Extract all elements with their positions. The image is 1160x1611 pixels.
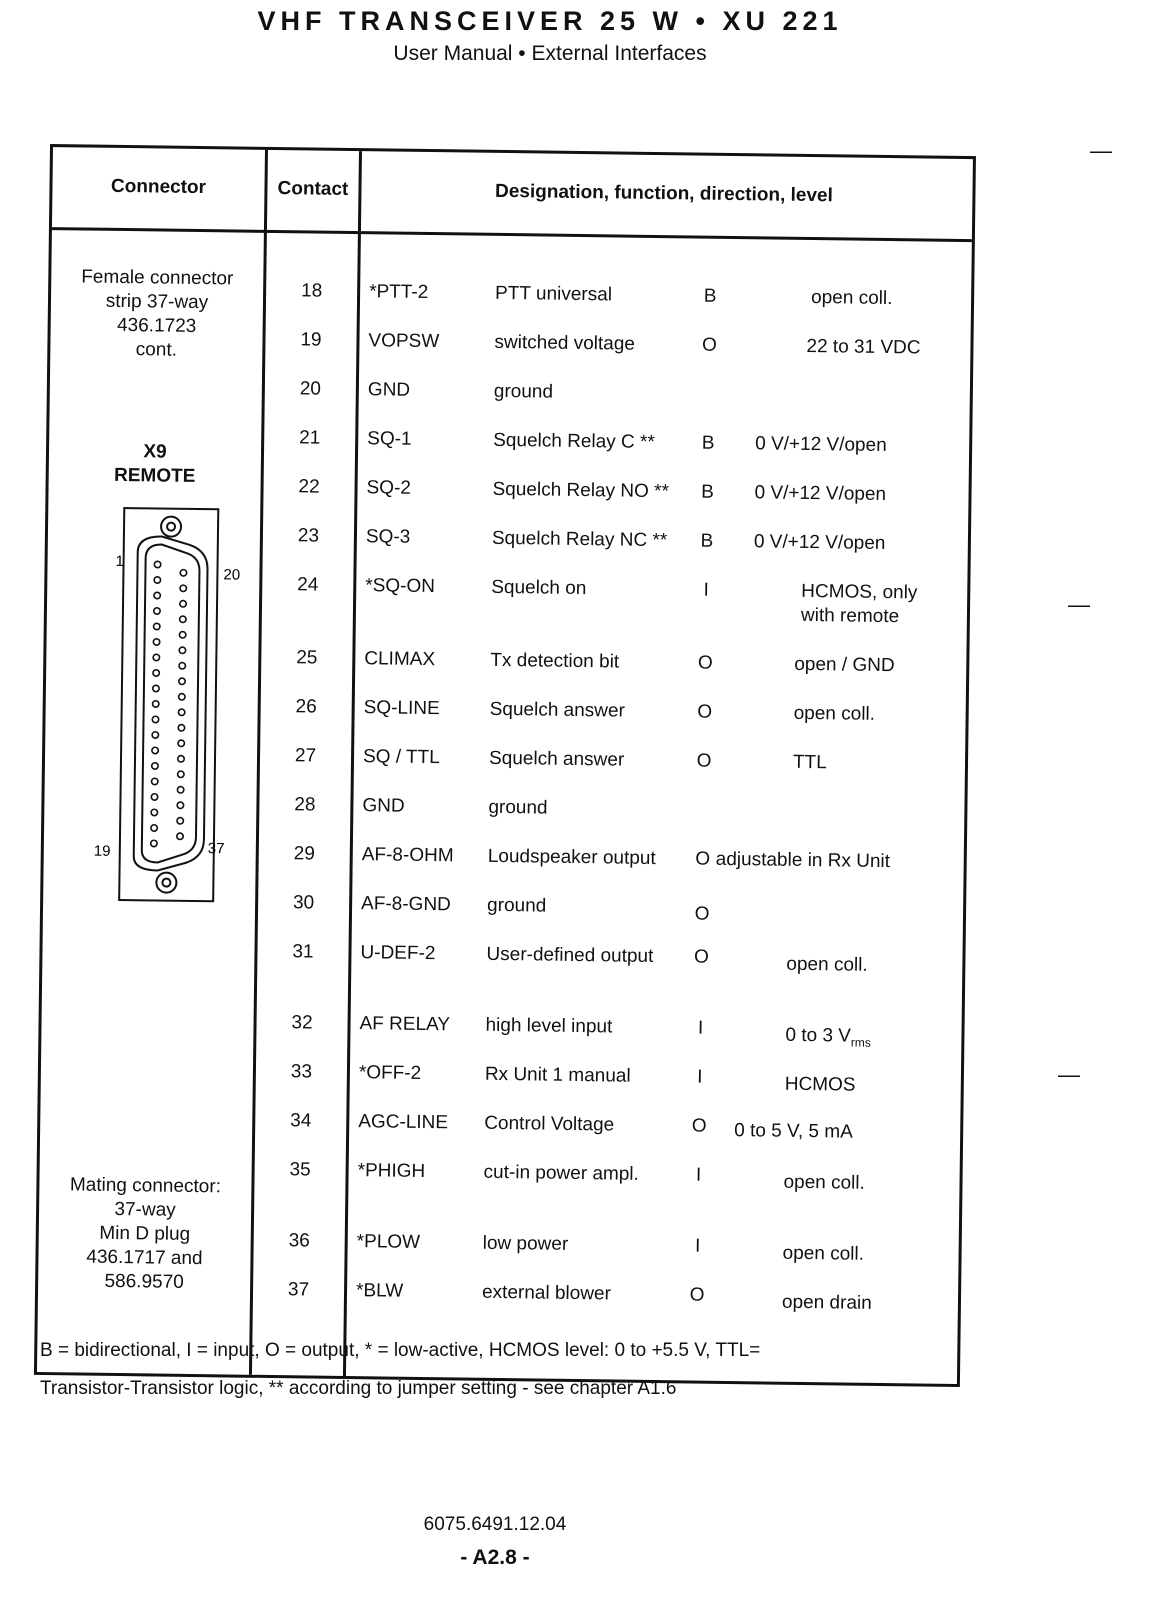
signal-name: CLIMAX bbox=[364, 648, 436, 671]
pin-assignment-table bbox=[34, 144, 976, 1387]
contact-number: 29 bbox=[293, 843, 315, 865]
signal-function: ground bbox=[493, 380, 554, 403]
signal-direction: I bbox=[703, 579, 710, 601]
page-number: - A2.8 - bbox=[460, 1546, 530, 1569]
signal-direction: O bbox=[689, 1284, 705, 1306]
header-divider bbox=[52, 227, 972, 242]
page-title: VHF TRANSCEIVER 25 W • XU 221 bbox=[257, 6, 843, 36]
signal-name: AF-8-GND bbox=[360, 893, 451, 916]
signal-name: SQ-3 bbox=[365, 526, 411, 548]
pin-label: 37 bbox=[207, 840, 225, 858]
contact-number: 18 bbox=[300, 280, 323, 302]
contact-number: 25 bbox=[296, 647, 318, 669]
signal-name: SQ-LINE bbox=[363, 697, 440, 720]
contact-number: 35 bbox=[289, 1159, 311, 1181]
signal-direction: O bbox=[697, 652, 713, 674]
contact-number: 20 bbox=[299, 378, 322, 400]
signal-name: U-DEF-2 bbox=[360, 942, 436, 965]
table-row bbox=[47, 571, 968, 655]
contact-number: 30 bbox=[292, 892, 315, 914]
signal-level: adjustable in Rx Unit bbox=[715, 848, 891, 873]
signal-level: 0 V/+12 V/open bbox=[755, 433, 887, 457]
signal-level-cont: with remote bbox=[800, 604, 900, 628]
contact-number: 26 bbox=[295, 696, 317, 718]
signal-function: Control Voltage bbox=[484, 1112, 615, 1136]
signal-level: HCMOS bbox=[784, 1073, 856, 1096]
signal-direction: I bbox=[697, 1017, 704, 1039]
signal-function: PTT universal bbox=[494, 282, 613, 306]
signal-level: 0 V/+12 V/open bbox=[754, 482, 887, 506]
signal-function: ground bbox=[486, 894, 547, 917]
signal-level: 0 V/+12 V/open bbox=[753, 531, 886, 554]
signal-function: User-defined output bbox=[486, 943, 654, 967]
signal-function: Rx Unit 1 manual bbox=[484, 1063, 631, 1087]
signal-level: open coll. bbox=[793, 702, 876, 725]
connector-line: cont. bbox=[135, 339, 178, 361]
header-connector: Connector bbox=[110, 175, 207, 199]
connector-id: X9 bbox=[143, 441, 167, 463]
contact-number: 37 bbox=[287, 1279, 310, 1301]
signal-level: open coll. bbox=[786, 953, 868, 976]
signal-level: HCMOS, only bbox=[801, 580, 918, 604]
signal-function: Squelch on bbox=[491, 576, 587, 600]
signal-name: AF-8-OHM bbox=[361, 844, 454, 867]
legend-footnote: B = bidirectional, I = input, O = output, * = low-active, HCMOS level: 0 to +5.5 V, TTL= bbox=[40, 1340, 761, 1361]
signal-name: *PHIGH bbox=[357, 1160, 426, 1183]
contact-number: 22 bbox=[298, 476, 320, 498]
document-number: 6075.6491.12.04 bbox=[423, 1514, 567, 1535]
signal-function: Squelch Relay C ** bbox=[493, 429, 655, 453]
signal-name: GND bbox=[362, 795, 405, 817]
signal-level: open coll. bbox=[783, 1171, 865, 1194]
signal-name: AGC-LINE bbox=[358, 1111, 449, 1134]
signal-name: *PLOW bbox=[356, 1231, 421, 1253]
signal-function: Squelch Relay NO ** bbox=[492, 478, 670, 503]
connector-type: REMOTE bbox=[113, 464, 196, 487]
signal-level-value: 0 to 3 V bbox=[785, 1024, 852, 1047]
page-subtitle: User Manual • External Interfaces bbox=[393, 42, 707, 65]
signal-name: *BLW bbox=[355, 1280, 404, 1302]
signal-direction: O bbox=[694, 903, 710, 925]
signal-direction: O bbox=[691, 1115, 707, 1137]
signal-direction: B bbox=[701, 481, 715, 503]
signal-level bbox=[785, 1025, 871, 1050]
signal-level: open coll. bbox=[810, 287, 893, 310]
signal-level: 0 to 5 V, 5 mA bbox=[734, 1120, 853, 1143]
scan-mark: — bbox=[1068, 592, 1090, 617]
signal-direction: I bbox=[697, 1066, 703, 1088]
signal-name: *SQ-ON bbox=[365, 575, 436, 598]
signal-direction: I bbox=[695, 1164, 702, 1186]
contact-number: 19 bbox=[300, 329, 322, 351]
signal-direction: O bbox=[701, 334, 718, 356]
header-designation: Designation, function, direction, level bbox=[494, 180, 833, 207]
signal-direction: O bbox=[695, 848, 711, 870]
signal-name: *PTT-2 bbox=[369, 281, 429, 303]
signal-direction: I bbox=[694, 1235, 701, 1257]
signal-function: Loudspeaker output bbox=[487, 845, 656, 870]
signal-function: Tx detection bit bbox=[490, 649, 620, 673]
scan-mark: — bbox=[1090, 138, 1112, 163]
contact-number: 21 bbox=[299, 427, 321, 449]
signal-name: VOPSW bbox=[368, 330, 440, 353]
contact-number: 23 bbox=[297, 525, 320, 547]
signal-function: external blower bbox=[481, 1281, 612, 1305]
signal-function: ground bbox=[488, 796, 548, 819]
signal-name: GND bbox=[367, 379, 411, 401]
signal-name: *OFF-2 bbox=[358, 1062, 422, 1084]
pin-label: 20 bbox=[223, 566, 241, 584]
signal-name: SQ / TTL bbox=[362, 746, 440, 769]
signal-level: 22 to 31 VDC bbox=[806, 335, 921, 359]
mating-line: Mating connector: bbox=[69, 1174, 222, 1198]
signal-direction: O bbox=[693, 946, 709, 968]
contact-number: 27 bbox=[294, 745, 317, 767]
signal-direction: O bbox=[696, 750, 712, 772]
signal-function: Squelch answer bbox=[489, 698, 626, 722]
contact-number: 24 bbox=[297, 574, 319, 596]
connector-line: Female connector bbox=[81, 266, 234, 290]
contact-number: 34 bbox=[290, 1110, 312, 1132]
signal-name: SQ-2 bbox=[366, 477, 412, 499]
contact-number: 31 bbox=[292, 941, 314, 963]
signal-level: TTL bbox=[792, 751, 827, 774]
mating-line: 37-way bbox=[114, 1198, 176, 1221]
legend-footnote: Transistor-Transistor logic, ** according to jumper setting - see chapter A1.6 bbox=[40, 1378, 677, 1399]
signal-level-subscript: rms bbox=[850, 1035, 871, 1050]
contact-number: 33 bbox=[290, 1061, 313, 1083]
header-contact: Contact bbox=[277, 178, 349, 200]
mating-line: Min D plug bbox=[99, 1222, 191, 1245]
scan-mark: — bbox=[1058, 1062, 1080, 1087]
contact-number: 28 bbox=[294, 794, 316, 816]
connector-line: 436.1723 bbox=[116, 314, 197, 337]
signal-function: high level input bbox=[485, 1014, 613, 1038]
mating-line: 586.9570 bbox=[104, 1270, 184, 1293]
signal-name: SQ-1 bbox=[367, 428, 412, 450]
signal-function: switched voltage bbox=[494, 331, 636, 355]
connector-line: strip 37-way bbox=[105, 290, 209, 314]
signal-name: AF RELAY bbox=[359, 1013, 451, 1036]
signal-direction: B bbox=[703, 285, 717, 307]
contact-number: 36 bbox=[288, 1230, 310, 1252]
mating-line: 436.1717 and bbox=[86, 1246, 203, 1270]
pin-label: 1 bbox=[115, 552, 125, 571]
signal-function: Squelch Relay NC ** bbox=[491, 527, 668, 552]
signal-direction: B bbox=[700, 530, 714, 552]
pin-label: 19 bbox=[93, 842, 111, 860]
signal-level: open / GND bbox=[794, 653, 895, 677]
contact-number: 32 bbox=[291, 1012, 313, 1034]
signal-function: Squelch answer bbox=[488, 747, 625, 771]
signal-level: open drain bbox=[781, 1291, 872, 1314]
signal-direction: B bbox=[701, 432, 715, 454]
signal-level: open coll. bbox=[782, 1242, 865, 1265]
signal-direction: O bbox=[697, 701, 713, 723]
signal-function: low power bbox=[482, 1232, 569, 1255]
signal-function: cut-in power ampl. bbox=[483, 1161, 639, 1185]
